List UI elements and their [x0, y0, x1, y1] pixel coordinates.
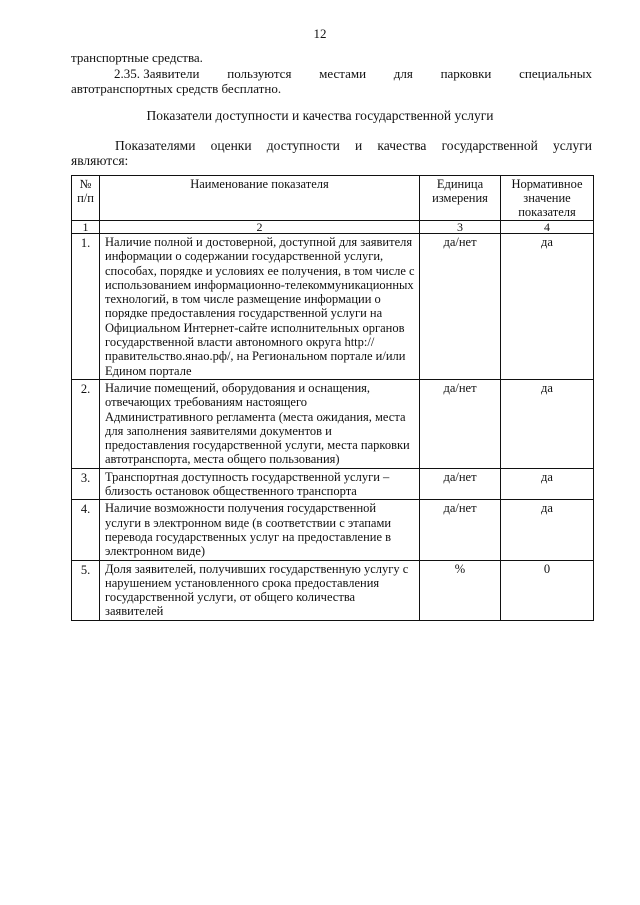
word: доступности — [266, 138, 340, 153]
indicator-norm: 0 — [501, 560, 594, 620]
row-number: 2. — [72, 379, 100, 468]
word: качества — [377, 138, 427, 153]
paragraph-2-34-end: транспортные средства. — [71, 50, 203, 65]
word: парковки — [440, 66, 492, 81]
intro-line1 — [71, 138, 592, 154]
word: местами — [319, 66, 367, 81]
indicator-unit: да/нет — [420, 234, 501, 380]
indicator-name: Доля заявителей, получивших государственную услугу с нарушением установленного срока предоставления государственной услуги, от общего количества заявителей — [100, 560, 420, 620]
table-row — [72, 234, 594, 380]
table-row — [72, 379, 594, 468]
row-number: 5. — [72, 560, 100, 620]
page-number: 12 — [313, 26, 327, 41]
column-number: 2 — [100, 221, 420, 234]
paragraph-2-35-line2: автотранспортных средств бесплатно. — [71, 81, 282, 96]
column-number-row — [72, 221, 594, 234]
indicator-unit: да/нет — [420, 500, 501, 560]
indicators-table — [71, 175, 594, 621]
word: для — [393, 66, 413, 81]
section-heading: Показатели доступности и качества государственной услуги — [146, 108, 494, 123]
indicator-unit: да/нет — [420, 379, 501, 468]
word: Показателями — [115, 138, 196, 153]
column-number: 1 — [72, 221, 100, 234]
indicator-norm: да — [501, 379, 594, 468]
indicator-norm: да — [501, 234, 594, 380]
indicator-name: Наличие возможности получения государственной услуги в электронном виде (в соответствии с этапами перевода государственных услуг на предоставление в электронном виде) — [100, 500, 420, 560]
indicator-name: Наличие полной и достоверной, доступной для заявителя информации о содержании государственной услуги, способах, порядке и условиях ее получения, в том числе с использованием информационно-телекоммуникационных технологий, в том числе размещение информации о порядке предоставления государственной услуги на Официальном Интернет-сайте исполнительных органов государственной власти автономного округа http://правительство.янао.рф/, на Региональном портале и/или Едином портале — [100, 234, 420, 380]
indicator-unit: % — [420, 560, 501, 620]
header-norm: Нормативное значение показателя — [501, 176, 594, 221]
word: услуги — [553, 138, 592, 153]
row-number: 3. — [72, 468, 100, 500]
word: и — [355, 138, 363, 153]
word: государственной — [441, 138, 538, 153]
column-number: 4 — [501, 221, 594, 234]
header-unit: Единица измерения — [420, 176, 501, 221]
table-row — [72, 500, 594, 560]
intro-line2: являются: — [71, 153, 129, 168]
word: 2.35. Заявители — [114, 66, 200, 81]
header-name: Наименование показателя — [100, 176, 420, 221]
indicator-unit: да/нет — [420, 468, 501, 500]
word: оценки — [210, 138, 252, 153]
header-num: № п/п — [72, 176, 100, 221]
table-header-row — [72, 176, 594, 221]
column-number: 3 — [420, 221, 501, 234]
table-row — [72, 468, 594, 500]
word: специальных — [519, 66, 592, 81]
word: пользуются — [227, 66, 292, 81]
indicator-name: Транспортная доступность государственной услуги – близость остановок общественного транспорта — [100, 468, 420, 500]
paragraph-2-35-line1 — [71, 66, 592, 81]
indicator-norm: да — [501, 468, 594, 500]
indicator-norm: да — [501, 500, 594, 560]
table-row — [72, 560, 594, 620]
row-number: 4. — [72, 500, 100, 560]
indicator-name: Наличие помещений, оборудования и оснащения, отвечающих требованиям настоящего Административного регламента (места ожидания, места для заполнения заявителями документов и предоставления государственной услуги, места парковки автотранспорта, места общего пользования) — [100, 379, 420, 468]
row-number: 1. — [72, 234, 100, 380]
